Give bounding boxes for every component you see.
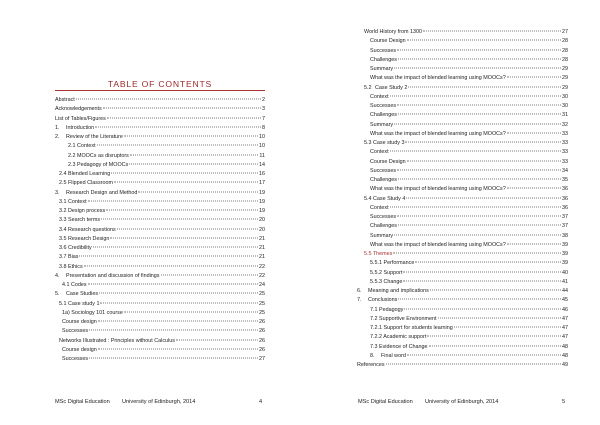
toc-entry-page: 10: [259, 143, 265, 150]
dot-leader: [98, 321, 258, 322]
toc-entry[interactable]: [357, 176, 568, 185]
toc-entry[interactable]: [357, 259, 568, 268]
dot-leader: [176, 339, 258, 340]
dot-leader: [95, 126, 261, 127]
toc-entry-page: 26: [259, 337, 265, 344]
dot-leader: [507, 188, 561, 189]
toc-entry-label: 3.4 Research questions: [59, 226, 116, 233]
dot-leader: [398, 225, 561, 226]
toc-entry-page: 38: [562, 232, 568, 239]
dot-leader: [107, 117, 261, 118]
toc-entry[interactable]: [357, 213, 568, 222]
toc-entry[interactable]: [357, 148, 568, 157]
footer-program: MSc Digital Education: [358, 399, 413, 405]
toc-entry-label: Abstract: [55, 97, 75, 103]
dot-leader: [161, 274, 259, 275]
toc-entry-label: Context: [370, 93, 389, 100]
toc-entry-page: 28: [562, 47, 568, 54]
toc-entry[interactable]: [55, 207, 265, 216]
toc-entry-page: 33: [562, 140, 568, 146]
toc-entry-label: List of Tables/Figures: [55, 115, 106, 122]
toc-entry-page: 39: [562, 241, 568, 248]
toc-entry-page: 37: [562, 223, 568, 230]
toc-entry-page: 39: [562, 251, 568, 257]
toc-entry-page: 26: [259, 346, 265, 353]
footer-program: MSc Digital Education: [55, 399, 110, 405]
toc-entry[interactable]: [55, 152, 265, 161]
toc-entry[interactable]: [357, 222, 568, 231]
toc-entry-label: Networks Illustrated : Principles without Calculus: [59, 337, 175, 344]
dot-leader: [415, 262, 561, 263]
toc-entry-page: 17: [259, 180, 265, 187]
footer-university: University of Edinburgh, 2014: [122, 399, 196, 405]
dot-leader: [394, 68, 561, 69]
toc-entry[interactable]: [55, 327, 265, 336]
dot-leader: [103, 108, 261, 109]
toc-entry-label: 2.5 Flipped Classroom: [59, 180, 113, 187]
toc-entry[interactable]: [357, 195, 568, 204]
page-5: [300, 0, 600, 425]
toc-entry-page: 26: [259, 319, 265, 325]
toc-entry[interactable]: [357, 130, 568, 139]
toc-entry-label: 5.4 Case Study 4: [364, 195, 406, 202]
dot-leader: [397, 49, 561, 50]
dot-leader: [403, 271, 561, 272]
toc-entry-label: Successes: [62, 328, 89, 335]
dot-leader: [397, 105, 561, 106]
dot-leader: [407, 160, 561, 161]
dot-leader: [89, 358, 258, 359]
toc-entry-page: 30: [562, 103, 568, 109]
toc-entry-page: 39: [562, 260, 568, 267]
dot-leader: [390, 95, 561, 96]
toc-entry[interactable]: [357, 28, 568, 37]
toc-entry-page: 30: [562, 93, 568, 100]
toc-entry-page: 21: [259, 235, 265, 242]
dot-leader: [507, 243, 561, 244]
toc-entry-label: 7.3 Evidence of Change: [370, 343, 428, 350]
toc-entry[interactable]: [55, 355, 265, 364]
toc-entry-page: 45: [562, 297, 568, 304]
toc-entry-label: 7.1 Pedagogy: [370, 306, 404, 313]
toc-entry[interactable]: [55, 290, 265, 299]
toc-entry-page: 14: [259, 161, 265, 168]
toc-entry-page: 21: [259, 245, 265, 251]
toc-entry-label: 5.5 Themes: [364, 251, 393, 257]
toc-entry-page: 20: [259, 217, 265, 224]
toc-entry[interactable]: [357, 158, 568, 167]
toc-entry-page: 40: [562, 269, 568, 276]
toc-entry-label: Successes: [370, 47, 397, 54]
toc-entry-label: 7.2 Supportive Environment: [370, 315, 437, 322]
toc-entry[interactable]: [55, 161, 265, 170]
dot-leader: [430, 290, 561, 291]
dot-leader: [407, 354, 561, 355]
toc-entry-page: 36: [562, 204, 568, 211]
toc-entry-number: 2.: [55, 134, 60, 140]
toc-entry-label: 3.2 Design process: [59, 208, 106, 214]
toc-entry-page: 8: [262, 124, 265, 131]
dot-leader: [129, 163, 258, 164]
toc-entry-page: 29: [562, 75, 568, 82]
toc-entry-label: Meaning and implications: [368, 288, 429, 294]
toc-entry-number: 6.: [357, 288, 362, 294]
toc-entry[interactable]: [55, 170, 265, 179]
toc-entry[interactable]: [357, 333, 568, 342]
toc-entry-page: 28: [562, 38, 568, 45]
toc-entry[interactable]: [357, 361, 568, 370]
footer-university: University of Edinburgh, 2014: [425, 399, 499, 405]
toc-entry-page: 3: [262, 106, 265, 113]
toc-entry-label: Challenges: [370, 56, 397, 63]
dot-leader: [403, 280, 561, 281]
toc-entry[interactable]: [55, 124, 265, 133]
toc-entry-page: 33: [562, 158, 568, 165]
toc-entry[interactable]: [55, 142, 265, 151]
toc-entry-label: 2.4 Blended Learning: [59, 171, 111, 177]
toc-entry-page: 48: [562, 352, 568, 359]
toc-entry-label: Review of the Literature: [66, 134, 123, 140]
dot-leader: [111, 173, 258, 174]
toc-entry-page: 34: [562, 167, 568, 174]
toc-entry[interactable]: [357, 185, 568, 194]
toc-entry-page: 22: [259, 263, 265, 270]
toc-entry-page: 28: [562, 56, 568, 63]
toc-entry-page: 31: [562, 112, 568, 119]
toc-entry-label: Course Design: [370, 38, 406, 45]
toc-entry-page: 16: [259, 171, 265, 177]
toc-entry[interactable]: [55, 281, 265, 290]
toc-entry-label: 5.1 Case study 1: [59, 300, 100, 307]
toc-entry-label: Successes: [370, 103, 397, 109]
dot-leader: [84, 265, 258, 266]
toc-entry[interactable]: [55, 337, 265, 346]
toc-entry-number: 8.: [370, 352, 375, 359]
toc-entry[interactable]: [357, 111, 568, 120]
toc-entry-page: 47: [562, 334, 568, 341]
dot-leader: [89, 330, 258, 331]
toc-entry-page: 21: [259, 254, 265, 261]
toc-entry-page: 37: [562, 214, 568, 220]
toc-entry-label: Course Design: [370, 158, 406, 165]
toc-entry[interactable]: [357, 232, 568, 241]
dot-leader: [507, 77, 561, 78]
toc-entry[interactable]: [357, 167, 568, 176]
toc-entry-label: Acknowledgements: [55, 106, 102, 113]
toc-entry[interactable]: [357, 47, 568, 56]
toc-entry-page: 44: [562, 288, 568, 294]
toc-entry-label: What was the impact of blended learning using MOOCs?: [370, 75, 506, 82]
dot-leader: [106, 210, 258, 211]
toc-entry-label: Context: [370, 149, 389, 156]
toc-entry-page: 49: [562, 362, 568, 368]
toc-entry[interactable]: [55, 189, 265, 198]
toc-entry-label: Course design: [62, 346, 97, 353]
dot-leader: [390, 206, 561, 207]
dot-leader: [394, 123, 561, 124]
dot-leader: [79, 256, 258, 257]
toc-entry-label: Research Design and Method: [66, 189, 138, 196]
toc-entry[interactable]: [55, 115, 265, 124]
toc-entry[interactable]: [55, 300, 265, 309]
toc-entry-page: 46: [562, 306, 568, 313]
toc-entry-label: Successes: [370, 167, 397, 174]
toc-entry-page: 41: [562, 278, 568, 285]
toc-entry-label: 3.5 Research Design: [59, 235, 110, 242]
toc-entry-label: Final word: [381, 352, 406, 359]
dot-leader: [405, 142, 561, 143]
dot-leader: [407, 40, 561, 41]
toc-entry-page: 19: [259, 198, 265, 205]
toc-entry[interactable]: [357, 241, 568, 250]
toc-entry-label: Presentation and discussion of findings: [66, 272, 160, 279]
toc-entry-number: 7.: [357, 297, 362, 304]
toc-entry[interactable]: [357, 250, 568, 259]
title-rule: [55, 90, 265, 91]
toc-entry-number: 3.: [55, 189, 60, 196]
toc-entry-label: Case Studies: [66, 291, 99, 298]
toc-entry-label: Summary: [370, 121, 394, 128]
toc-entry-page: 25: [259, 300, 265, 307]
toc-entry-page: 22: [259, 272, 265, 279]
toc-entry[interactable]: [55, 272, 265, 281]
toc-entry-label: 2.2 MOOCs as disruptors: [68, 152, 129, 159]
toc-entry-label: 5.3 Case study 3: [364, 140, 405, 146]
toc-entry-page: 33: [562, 130, 568, 137]
dot-leader: [114, 182, 258, 183]
dot-leader: [398, 179, 561, 180]
toc-entry[interactable]: [55, 96, 265, 105]
toc-entry-label: Context: [370, 204, 389, 211]
toc-entry-page: 47: [562, 325, 568, 331]
toc-entry-label: 5.5.2 Support: [370, 269, 403, 276]
toc-entry-page: 11: [259, 152, 265, 159]
toc-entry-label: Summary: [370, 232, 394, 239]
toc-entry[interactable]: [357, 315, 568, 324]
toc-entry[interactable]: [357, 278, 568, 287]
toc-entry[interactable]: [55, 263, 265, 272]
toc-entry[interactable]: [357, 93, 568, 102]
toc-entry[interactable]: [55, 318, 265, 327]
toc-entry-label: 3.8 Ethics: [59, 263, 83, 270]
toc-entry[interactable]: [357, 37, 568, 46]
dot-leader: [404, 308, 561, 309]
dot-leader: [397, 169, 561, 170]
dot-leader: [394, 234, 561, 235]
toc-entry[interactable]: [357, 139, 568, 148]
toc-entry-number: 5.2: [364, 84, 372, 91]
toc-entry-label: Course design: [62, 319, 97, 325]
toc-entry[interactable]: [55, 226, 265, 235]
toc-entry-number: 4.: [55, 272, 60, 279]
dot-leader: [386, 364, 561, 365]
toc-entry-page: 48: [562, 343, 568, 350]
toc-entry[interactable]: [55, 253, 265, 262]
toc-entry-label: 7.2.2 Academic support: [370, 334, 427, 341]
toc-entry[interactable]: [357, 84, 568, 93]
dot-leader: [124, 311, 258, 312]
toc-entry[interactable]: [357, 287, 568, 296]
dot-leader: [130, 154, 259, 155]
toc-entry-label: Challenges: [370, 112, 397, 119]
dot-leader: [408, 86, 561, 87]
toc-entry-page: 19: [259, 208, 265, 214]
toc-entry[interactable]: [357, 65, 568, 74]
toc-entry-page: 19: [259, 189, 265, 196]
toc-entry[interactable]: [357, 269, 568, 278]
toc-entry-label: 5.5.3 Change: [370, 278, 403, 285]
dot-leader: [100, 302, 258, 303]
toc-entry-page: 32: [562, 121, 568, 128]
toc-entry[interactable]: [55, 244, 265, 253]
dot-leader: [429, 345, 561, 346]
dot-leader: [438, 317, 561, 318]
toc-entry[interactable]: [357, 296, 568, 305]
dot-leader: [390, 151, 561, 152]
toc-entry[interactable]: [55, 216, 265, 225]
toc-entry-label: Summary: [370, 66, 394, 72]
dot-leader: [93, 247, 258, 248]
toc-entry-label: 3.3 Search terms: [59, 217, 101, 224]
toc-title: TABLE OF CONTENTS: [107, 79, 213, 89]
dot-leader: [99, 293, 258, 294]
toc-entry[interactable]: [55, 309, 265, 318]
toc-entry[interactable]: [357, 352, 568, 361]
dot-leader: [124, 136, 258, 137]
toc-entry-label: 5.5.1 Performance: [370, 260, 415, 267]
toc-entry-page: 10: [259, 134, 265, 140]
dot-leader: [507, 132, 561, 133]
dot-leader: [97, 145, 258, 146]
toc-entry-label: 3.1 Context: [59, 198, 87, 205]
toc-entry-page: 27: [259, 356, 265, 362]
toc-entry-page: 25: [259, 309, 265, 316]
toc-entry-number: 5.: [55, 291, 60, 298]
toc-entry-label: Successes: [370, 214, 397, 220]
toc-entry-label: 4.1 Codes: [62, 282, 87, 288]
toc-entry-label: 3.6 Credibility: [59, 245, 92, 251]
toc-entry-page: 26: [259, 328, 265, 335]
dot-leader: [427, 336, 561, 337]
dot-leader: [88, 200, 258, 201]
toc-entry[interactable]: [55, 179, 265, 188]
toc-entry-page: 36: [562, 186, 568, 193]
toc-entry-page: 33: [562, 149, 568, 156]
toc-entry[interactable]: [357, 306, 568, 315]
toc-entry[interactable]: [357, 56, 568, 65]
toc-entry-label: Successes: [62, 356, 89, 362]
dot-leader: [406, 197, 561, 198]
toc-entry-page: 25: [259, 291, 265, 298]
toc-entry-label: 3.7 Bias: [59, 254, 79, 261]
toc-entry-page: 7: [262, 115, 265, 122]
toc-entry-label: What was the impact of blended learning using MOOCs?: [370, 241, 506, 248]
toc-entry-label: 7.2.1 Support for students learning: [370, 325, 453, 331]
dot-leader: [397, 216, 561, 217]
toc-entry-page: 20: [259, 226, 265, 233]
dot-leader: [398, 299, 561, 300]
toc-entry[interactable]: [55, 346, 265, 355]
toc-entry-label: Challenges: [370, 223, 397, 230]
toc-entry-page: 2: [262, 97, 265, 103]
dot-leader: [454, 327, 561, 328]
toc-entry[interactable]: [357, 74, 568, 83]
dot-leader: [398, 58, 561, 59]
toc-entry[interactable]: [357, 121, 568, 130]
toc-entry[interactable]: [55, 235, 265, 244]
dot-leader: [76, 99, 261, 100]
toc-entry-label: Challenges: [370, 177, 397, 183]
toc-entry[interactable]: [357, 102, 568, 111]
dot-leader: [110, 237, 258, 238]
toc-entry[interactable]: [357, 324, 568, 333]
toc-entry-label: 2.1 Context: [68, 143, 96, 150]
toc-list: [55, 96, 265, 364]
dot-leader: [101, 219, 258, 220]
toc-entry-label: 1a) Sociology 101 course: [62, 309, 123, 316]
toc-entry-page: 35: [562, 177, 568, 183]
toc-entry-label: World History from 1300: [364, 29, 423, 35]
toc-entry[interactable]: [55, 133, 265, 142]
toc-entry-label: Introduction: [66, 124, 95, 131]
toc-entry-page: 47: [562, 315, 568, 322]
toc-entry[interactable]: [55, 198, 265, 207]
toc-entry-page: 24: [259, 282, 265, 288]
dot-leader: [423, 31, 561, 32]
dot-leader: [98, 348, 258, 349]
toc-entry[interactable]: [357, 343, 568, 352]
toc-entry-page: 27: [562, 29, 568, 35]
toc-entry-page: 29: [562, 66, 568, 72]
toc-entry-label: 2.3 Pedagogy of MOOCs: [68, 161, 129, 168]
dot-leader: [117, 228, 258, 229]
dot-leader: [88, 284, 258, 285]
toc-entry[interactable]: [55, 105, 265, 114]
toc-entry[interactable]: [357, 204, 568, 213]
toc-list: [357, 28, 568, 370]
toc-entry-label: References: [357, 362, 385, 368]
dot-leader: [393, 253, 561, 254]
toc-entry-label: What was the impact of blended learning using MOOCs?: [370, 130, 506, 137]
dot-leader: [138, 191, 258, 192]
toc-entry-page: 36: [562, 195, 568, 202]
toc-entry-label: Case Study 2: [375, 84, 408, 91]
toc-entry-page: 29: [562, 84, 568, 91]
dot-leader: [398, 114, 561, 115]
toc-entry-label: What was the impact of blended learning using MOOCs?: [370, 186, 506, 193]
toc-entry-number: 1.: [55, 124, 60, 131]
footer-page-number: 5: [562, 399, 566, 405]
footer-page-number: 4: [259, 399, 263, 405]
toc-entry-label: Conclusions: [368, 297, 398, 304]
